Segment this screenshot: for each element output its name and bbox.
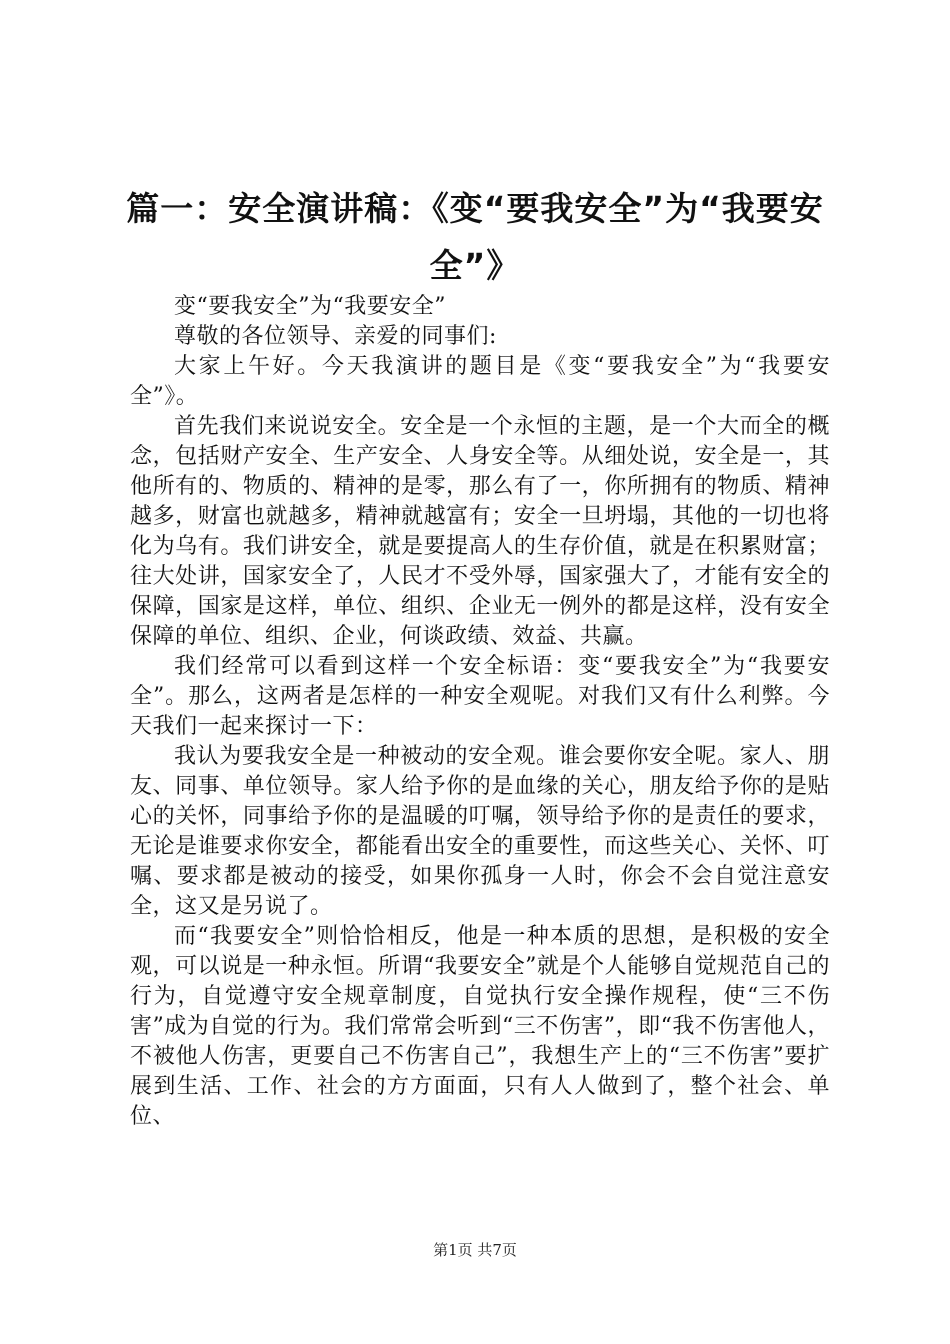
paragraph: 我们经常可以看到这样一个安全标语：变“要我安全”为“我要安全”。那么，这两者是怎样的一种安全观呢。对我们又有什么利弊。今天我们一起来探讨一下：	[130, 654, 830, 739]
page-number-footer: 第1页 共7页	[433, 1241, 517, 1259]
paragraph: 我认为要我安全是一种被动的安全观。谁会要你安全呢。家人、朋友、同事、单位领导。家人给予你的是血缘的关心，朋友给予你的是贴心的关怀，同事给予你的是温暖的叮嘱，领导给予你的是责任的要求，无论是谁要求你安全，都能看出安全的重要性，而这些关心、关怀、叮嘱、要求都是被动的接受，如果你孤身一人时，你会不会自觉注意安全，这又是另说了。	[130, 744, 830, 919]
paragraph: 而“我要安全”则恰恰相反，他是一种本质的思想，是积极的安全观，可以说是一种永恒。所谓“我要安全”就是个人能够自觉规范自己的行为，自觉遵守安全规章制度，自觉执行安全操作规程，使“三不伤害”成为自觉的行为。我们常常会听到“三不伤害”，即“我不伤害他人，不被他人伤害，更要自己不伤害自己”，我想生产上的“三不伤害”要扩展到生活、工作、社会的方方面面，只有人人做到了，整个社会、单位、	[130, 924, 830, 1129]
paragraph: 大家上午好。今天我演讲的题目是《变“要我安全”为“我要安全”》。	[130, 354, 830, 409]
paragraph: 尊敬的各位领导、亲爱的同事们:	[174, 324, 497, 349]
document-title: 篇一：安全演讲稿：《变“要我安全”为“我要安全”》	[126, 189, 824, 285]
document-body	[130, 292, 830, 1132]
paragraph: 变“要我安全”为“我要安全”	[174, 294, 446, 319]
paragraph: 首先我们来说说安全。安全是一个永恒的主题，是一个大而全的概念，包括财产安全、生产安全、人身安全等。从细处说，安全是一，其他所有的、物质的、精神的是零，那么有了一，你所拥有的物质、精神越多，财富也就越多，精神就越富有；安全一旦坍塌，其他的一切也将化为乌有。我们讲安全，就是要提高人的生存价值，就是在积累财富；往大处讲，国家安全了，人民才不受外辱，国家强大了，才能有安全的保障，国家是这样，单位、组织、企业无一例外的都是这样，没有安全保障的单位、组织、企业，何谈政绩、效益、共赢。	[130, 414, 830, 649]
